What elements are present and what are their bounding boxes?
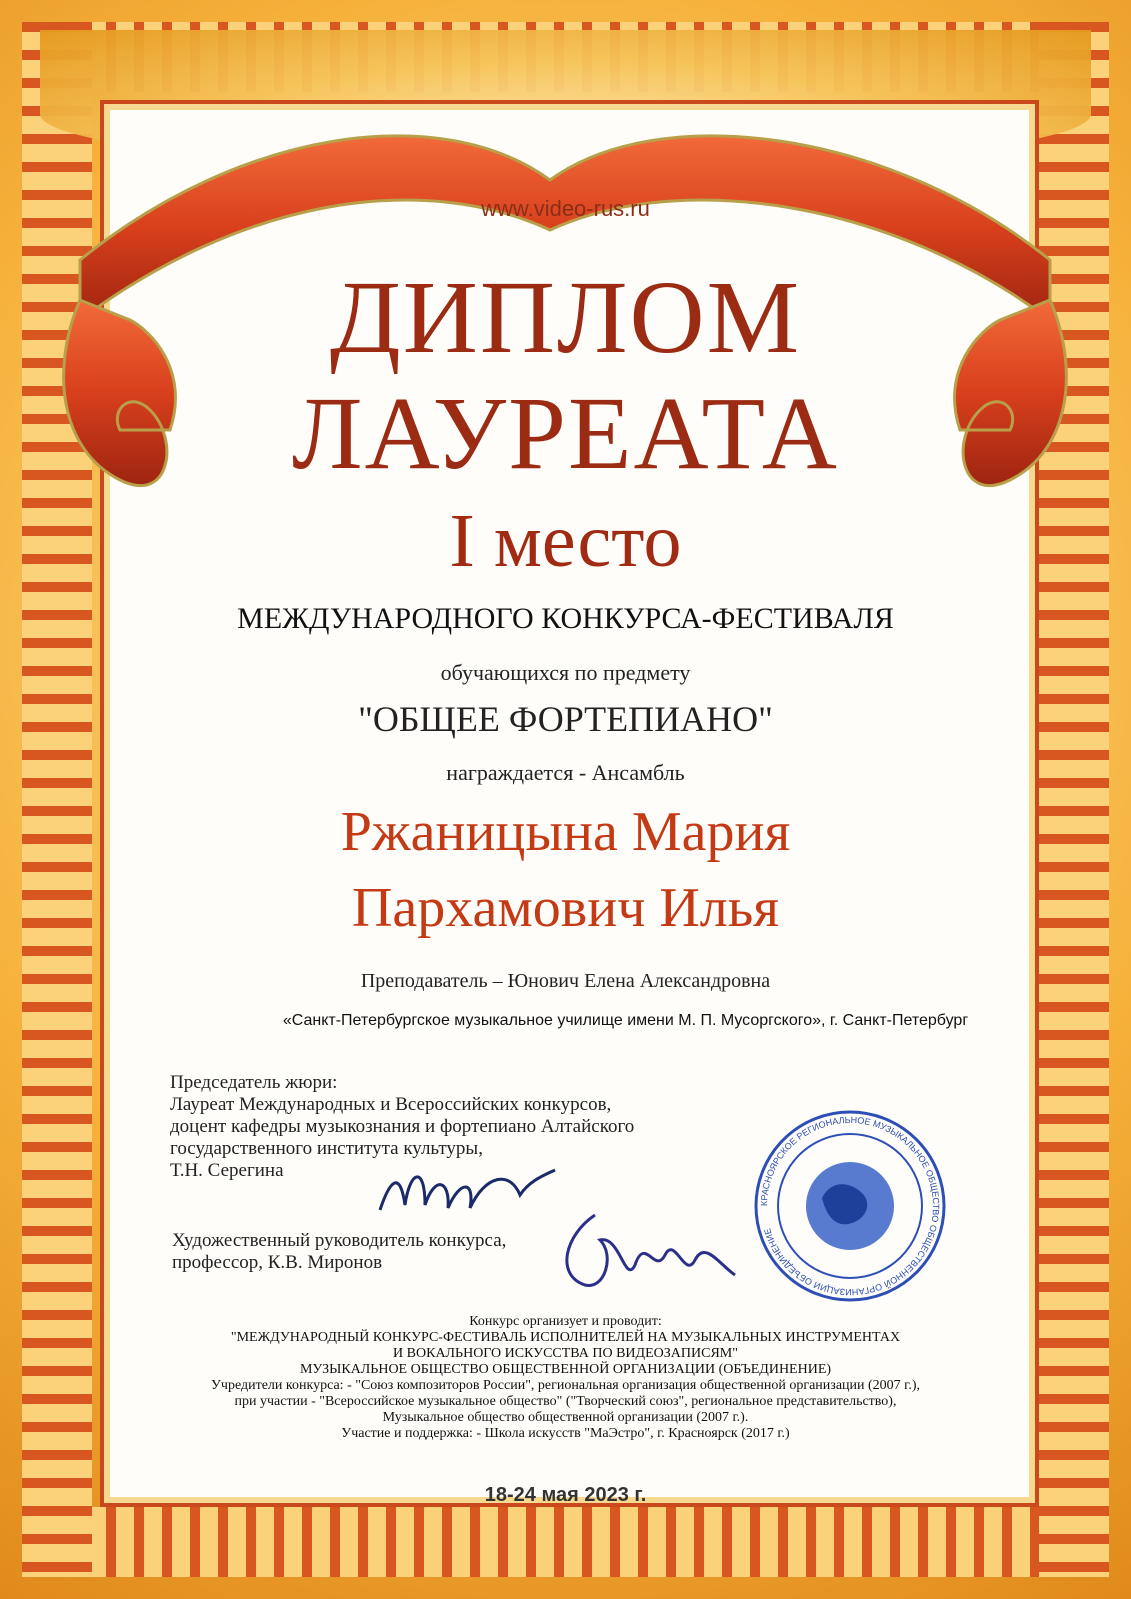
- organization-stamp: [752, 1108, 948, 1304]
- organizer-line: И ВОКАЛЬНОГО ИСКУССТВА ПО ВИДЕОЗАПИСЯМ": [393, 1346, 738, 1361]
- subject-name: "ОБЩЕЕ ФОРТЕПИАНО": [358, 699, 773, 739]
- title-diploma: ДИПЛОМ: [329, 260, 802, 375]
- organizer-line: Учредители конкурса: - "Союз композиторов России", региональная организация общественной организации (2007 г.),: [210, 1378, 920, 1393]
- place-label: I место: [449, 499, 682, 583]
- website-url: www.video-rus.ru: [481, 196, 650, 221]
- stamp-text: КРАСНОЯРСКОЕ РЕГИОНАЛЬНОЕ МУЗЫКАЛЬНОЕ ОБЩЕСТВО ОБЩЕСТВЕННОЙ ОРГАНИЗАЦИИ ОБЪЕДИНЕНИЕ: [758, 1114, 942, 1298]
- teacher-line: Преподаватель – Юнович Елена Александровна: [360, 970, 771, 992]
- director-block: [172, 1230, 506, 1274]
- winner-name-2: Пархамович Илья: [351, 877, 780, 939]
- border-bottom: [22, 1507, 1109, 1577]
- organizer-line: "МЕЖДУНАРОДНЫЙ КОНКУРС-ФЕСТИВАЛЬ ИСПОЛНИТЕЛЕЙ НА МУЗЫКАЛЬНЫХ ИНСТРУМЕНТАХ: [230, 1330, 901, 1345]
- organizer-line: Музыкальное общество общественной организации (2007 г.).: [382, 1410, 749, 1425]
- organizer-line: МУЗЫКАЛЬНОЕ ОБЩЕСТВО ОБЩЕСТВЕННОЙ ОРГАНИЗАЦИИ (ОБЪЕДИНЕНИЕ): [299, 1362, 832, 1377]
- jury-signature: [370, 1150, 560, 1230]
- contest-name: МЕЖДУНАРОДНОГО КОНКУРСА-ФЕСТИВАЛЯ: [237, 602, 894, 635]
- subject-prefix: обучающихся по предмету: [440, 660, 691, 685]
- title-laureate: ЛАУРЕАТА: [292, 376, 839, 491]
- event-date: 18-24 мая 2023 г.: [484, 1484, 647, 1506]
- awarded-label: награждается - Ансамбль: [446, 760, 685, 785]
- jury-line: Председатель жюри:: [170, 1072, 338, 1093]
- organizer-line: Конкурс организует и проводит:: [469, 1314, 662, 1329]
- jury-line: государственного института культуры,: [170, 1138, 483, 1159]
- organizer-block: [110, 1314, 1021, 1442]
- winner-name-1: Ржаницына Мария: [340, 801, 791, 863]
- school-line: «Санкт-Петербургское музыкальное училище имени М. П. Мусоргского», г. Санкт-Петербург: [282, 1012, 969, 1029]
- jury-line: доцент кафедры музыкознания и фортепиано Алтайского: [170, 1116, 635, 1137]
- director-signature: [545, 1195, 745, 1305]
- director-line: Художественный руководитель конкурса,: [172, 1230, 507, 1251]
- jury-line: Т.Н. Серегина: [170, 1160, 284, 1181]
- organizer-line: Участие и поддержка: - Школа искусств "МаЭстро", г. Красноярск (2017 г.): [341, 1426, 790, 1441]
- jury-line: Лауреат Международных и Всероссийских конкурсов,: [170, 1094, 612, 1115]
- director-line: профессор, К.В. Миронов: [172, 1252, 383, 1273]
- organizer-line: при участии - "Всероссийское музыкальное общество" ("Творческий союз", региональное представительство),: [234, 1394, 897, 1409]
